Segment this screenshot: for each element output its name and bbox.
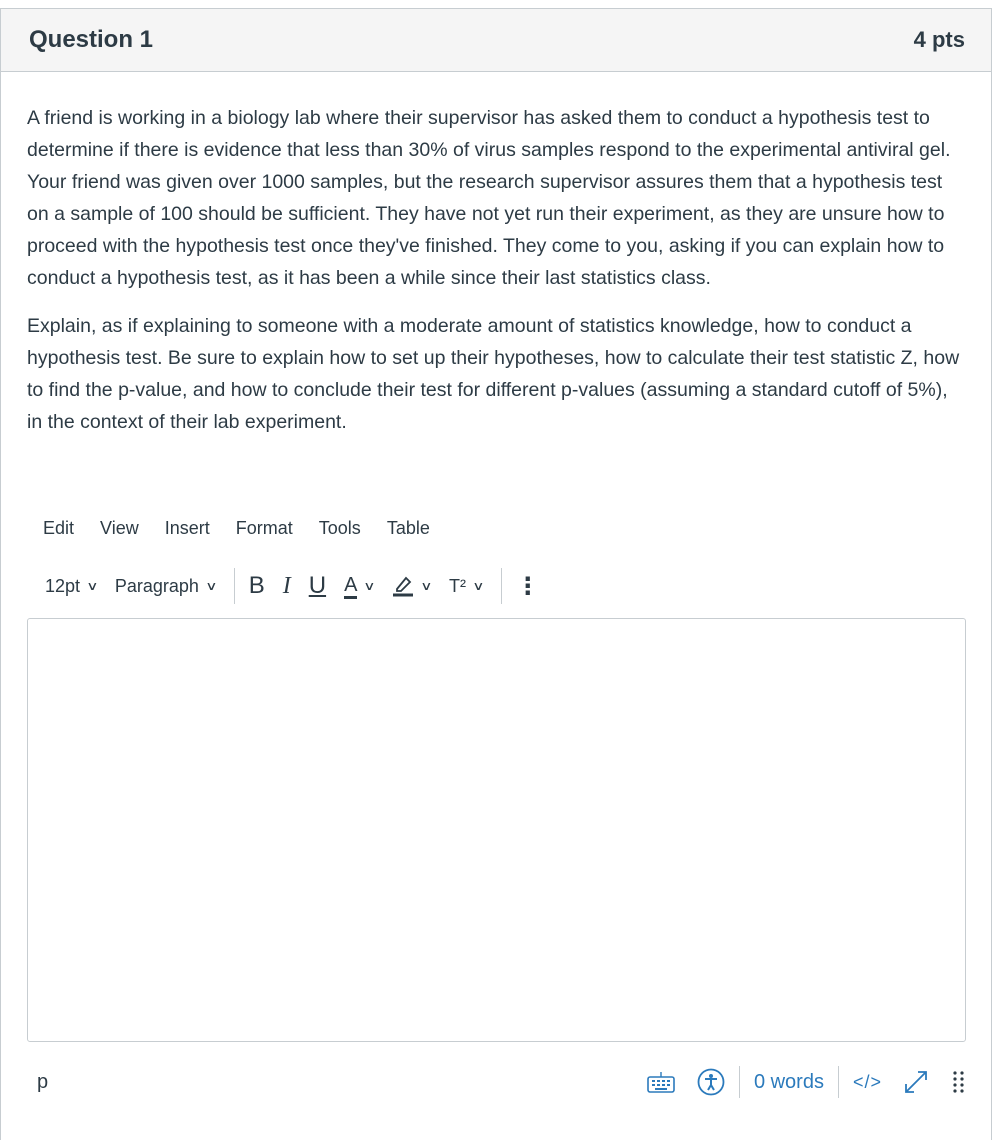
html-editor-toggle[interactable]: </> [852, 1071, 882, 1092]
italic-icon: I [282, 572, 291, 599]
chevron-down-icon: ∨ [420, 579, 433, 593]
chevron-down-icon: ∨ [205, 579, 218, 593]
editor-toolbar [27, 566, 967, 606]
fullscreen-icon[interactable] [902, 1068, 930, 1096]
status-divider [739, 1066, 740, 1098]
superscript-button[interactable] [449, 576, 483, 597]
menu-format[interactable]: Format [235, 518, 293, 538]
editor-status-bar [27, 1060, 966, 1104]
question-paragraph: Explain, as if explaining to someone with a moderate amount of statistics knowledge, how to conduct a hypothesis test. Be sure to explain how to set up their hypotheses, how to calculate their test statistic Z, how to find the p-value, and how to conclude their test for different p-values (assuming a standard cutoff of 5%), in the context of their lab experiment. [27, 315, 960, 433]
question-header [1, 9, 991, 72]
menu-edit[interactable]: Edit [43, 518, 75, 538]
toolbar-divider [501, 568, 502, 604]
text-color-button[interactable] [344, 574, 374, 599]
more-vertical-icon: ⋮ [515, 572, 540, 600]
toolbar-divider [234, 568, 235, 604]
chevron-down-icon: ∨ [472, 579, 485, 593]
block-format-value: Paragraph [114, 575, 199, 596]
editor-content-area[interactable] [27, 618, 966, 1042]
menu-table[interactable]: Table [386, 518, 430, 538]
editor-menubar [27, 518, 440, 539]
bold-icon: B [248, 572, 265, 599]
underline-button[interactable] [309, 572, 326, 600]
highlight-color-button[interactable] [392, 574, 431, 598]
bold-button[interactable] [249, 572, 265, 600]
more-options-button[interactable] [516, 572, 540, 601]
keyboard-shortcuts-icon[interactable] [647, 1071, 675, 1093]
word-count-button[interactable]: 0 words [753, 1070, 824, 1093]
underline-icon: U [308, 572, 327, 599]
menu-tools[interactable]: Tools [318, 518, 361, 538]
question-text [27, 102, 962, 454]
font-size-value: 12pt [45, 575, 81, 596]
question-paragraph: A friend is working in a biology lab where their supervisor has asked them to conduct a hypothesis test to determine if there is evidence that less than 30% of virus samples respond to the experimental antiviral gel. Your friend was given over 1000 samples, but the research supervisor assures them that a hypothesis test on a sample of 100 should be sufficient. They have not yet run their experiment, as they are unsure how to proceed with the hypothesis test once they've finished. They come to you, asking if you can explain how to conduct a hypothesis test, as it has been a while since their last statistics class. [27, 107, 951, 289]
font-size-select[interactable] [45, 576, 97, 597]
superscript-icon: T² [449, 575, 466, 596]
block-format-select[interactable] [115, 576, 216, 597]
question-points: 4 pts [913, 27, 965, 52]
accessibility-checker-icon[interactable] [697, 1068, 725, 1096]
status-divider [838, 1066, 839, 1098]
highlighter-icon [392, 574, 414, 598]
chevron-down-icon: ∨ [86, 579, 99, 593]
resize-handle-icon[interactable] [952, 1070, 966, 1094]
menu-view[interactable]: View [100, 518, 139, 538]
menu-insert[interactable]: Insert [164, 518, 210, 538]
element-path: p [37, 1070, 49, 1093]
chevron-down-icon: ∨ [363, 579, 376, 593]
question-title: Question 1 [29, 26, 154, 53]
text-color-icon: A [344, 574, 357, 599]
italic-button[interactable] [283, 573, 291, 600]
